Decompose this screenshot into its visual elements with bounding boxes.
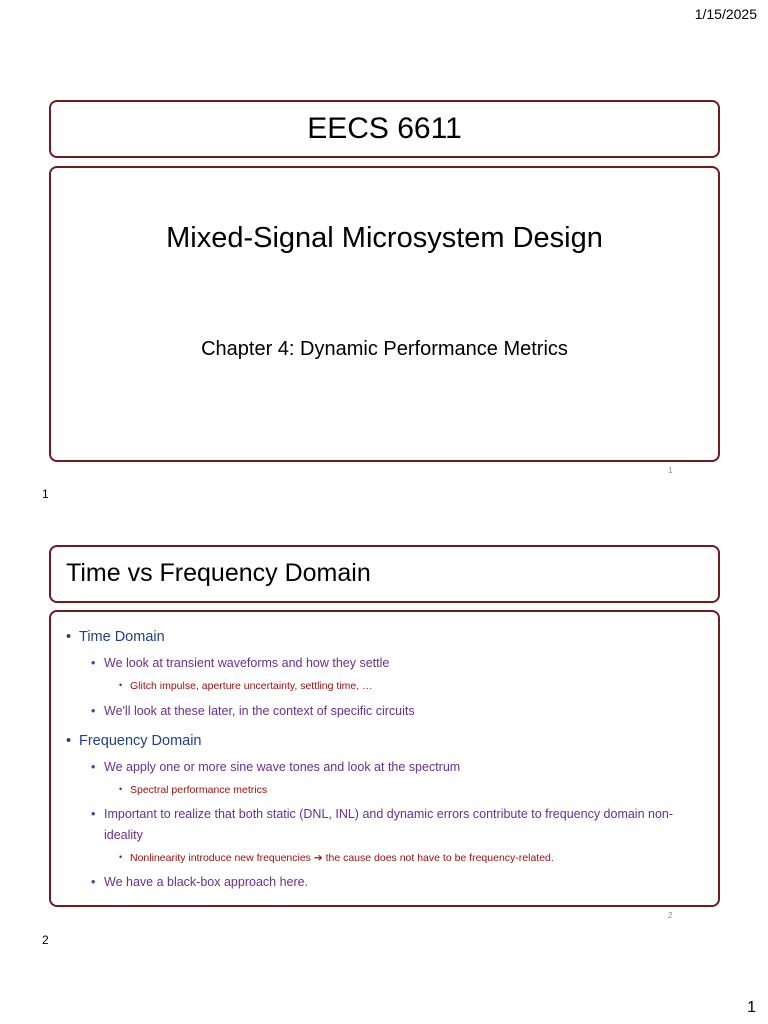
print-date: 1/15/2025 [694, 6, 757, 22]
bullet-dot: • [66, 629, 72, 645]
slide2-title: Time vs Frequency Domain [66, 559, 371, 587]
bullet-later: • We'll look at these later, in the context of specific circuits [104, 701, 415, 722]
bullet-nonlinearity: • Nonlinearity introduce new frequencies ➔ the cause does not have to be frequency-related. [119, 852, 554, 864]
slide1-title-box [49, 100, 720, 158]
course-subtitle: Mixed-Signal Microsystem Design [166, 222, 603, 254]
bullet-dot: • [119, 852, 123, 862]
bullet-time-domain: • Time Domain [66, 629, 165, 645]
slide2-title-box [49, 545, 720, 603]
chapter-title: Chapter 4: Dynamic Performance Metrics [201, 338, 568, 360]
bullet-dot: • [91, 875, 96, 889]
bullet-blackbox: • We have a black-box approach here. [104, 872, 308, 893]
bullet-frequency-domain: • Frequency Domain [66, 733, 202, 749]
bullet-important: • Important to realize that both static (DNL, INL) and dynamic errors contribute to frequency domain non-ideality [104, 804, 710, 846]
bullet-dot: • [91, 656, 96, 670]
bullet-dot: • [119, 784, 123, 794]
bullet-transient: • We look at transient waveforms and how they settle [104, 653, 389, 674]
bullet-dot: • [91, 760, 96, 774]
slide2-label: 2 [42, 933, 49, 947]
bullet-spectral: • Spectral performance metrics [119, 784, 268, 796]
bullet-dot: • [119, 680, 123, 690]
slide2-body-box [49, 610, 720, 907]
slide2-inner-number: 2 [668, 911, 673, 920]
bullet-glitch: • Glitch impulse, aperture uncertainty, settling time, … [119, 680, 373, 692]
slide1-label: 1 [42, 487, 49, 501]
bullet-sine-tones: • We apply one or more sine wave tones and look at the spectrum [104, 757, 460, 778]
slide1-body-box [49, 166, 720, 462]
bullet-dot: • [91, 807, 96, 821]
page-number: 1 [747, 999, 756, 1016]
bullet-dot: • [91, 704, 96, 718]
bullet-dot: • [66, 733, 72, 749]
slide1-title: EECS 6611 [307, 112, 462, 145]
slide1-inner-number: 1 [668, 466, 673, 475]
